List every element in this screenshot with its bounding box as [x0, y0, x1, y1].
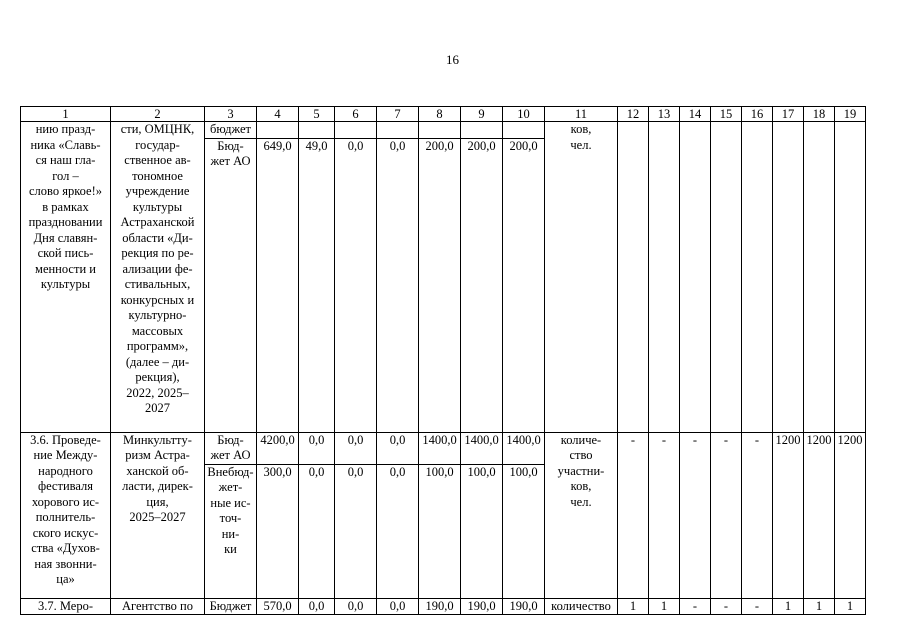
- value-cell: -: [680, 432, 711, 598]
- funding-source-cell: Бюд- жет АО: [205, 432, 257, 464]
- value-cell: 0,0: [377, 138, 419, 432]
- value-cell: 1400,0: [503, 432, 545, 464]
- column-header: 4: [257, 107, 299, 122]
- value-cell: 1: [835, 598, 866, 615]
- table-row: [21, 122, 866, 139]
- value-cell: [711, 122, 742, 433]
- funding-source-cell: Бюд- жет АО: [205, 138, 257, 432]
- value-cell: 100,0: [461, 464, 503, 598]
- value-cell: 0,0: [377, 432, 419, 464]
- indicator-cell: количество: [545, 598, 618, 615]
- column-header: 6: [335, 107, 377, 122]
- value-cell: [299, 122, 335, 139]
- column-header: 2: [111, 107, 205, 122]
- value-cell: -: [649, 432, 680, 598]
- value-cell: 200,0: [503, 138, 545, 432]
- program-table: [20, 106, 866, 615]
- value-cell: 1: [618, 598, 649, 615]
- value-cell: 49,0: [299, 138, 335, 432]
- value-cell: 100,0: [419, 464, 461, 598]
- value-cell: 1400,0: [419, 432, 461, 464]
- executor-cell: сти, ОМЦНК, государ- ственное ав- тономное учреждение культуры Астраханской области «Ди- рекция по ре- ализации фе- стивальных, конкурсных и культурно- массовых программ», (далее – ди- рекция), 2022, 2025– 2027: [111, 122, 205, 433]
- column-header: 11: [545, 107, 618, 122]
- value-cell: -: [618, 432, 649, 598]
- value-cell: 1200: [835, 432, 866, 598]
- value-cell: 300,0: [257, 464, 299, 598]
- value-cell: 649,0: [257, 138, 299, 432]
- column-header: 15: [711, 107, 742, 122]
- column-header: 1: [21, 107, 111, 122]
- column-header: 14: [680, 107, 711, 122]
- value-cell: [804, 122, 835, 433]
- column-header: 9: [461, 107, 503, 122]
- value-cell: [835, 122, 866, 433]
- value-cell: 0,0: [335, 598, 377, 615]
- event-name-cell: 3.6. Проведе- ние Между- народного фестиваля хорового ис- полнитель- ского искус- ства «Духов- ная звонни- ца»: [21, 432, 111, 598]
- value-cell: 0,0: [335, 432, 377, 464]
- funding-source-cell: Бюджет: [205, 598, 257, 615]
- column-header-row: [21, 107, 866, 122]
- event-name-cell: нию празд- ника «Славь- ся наш гла- гол – слово яркое!» в рамках праздновании Дня славян- ской пись- менности и культуры: [21, 122, 111, 433]
- column-header: 10: [503, 107, 545, 122]
- value-cell: 190,0: [461, 598, 503, 615]
- funding-source-cell: Внебюд- жет- ные ис- точ- ни- ки: [205, 464, 257, 598]
- value-cell: [773, 122, 804, 433]
- value-cell: -: [711, 598, 742, 615]
- value-cell: [419, 122, 461, 139]
- value-cell: 570,0: [257, 598, 299, 615]
- column-header: 19: [835, 107, 866, 122]
- value-cell: 1200: [804, 432, 835, 598]
- column-header: 12: [618, 107, 649, 122]
- value-cell: [649, 122, 680, 433]
- column-header: 8: [419, 107, 461, 122]
- value-cell: [461, 122, 503, 139]
- value-cell: 1: [773, 598, 804, 615]
- value-cell: [680, 122, 711, 433]
- table-row: [21, 432, 866, 464]
- value-cell: -: [680, 598, 711, 615]
- value-cell: [742, 122, 773, 433]
- table-row: [21, 598, 866, 615]
- column-header: 3: [205, 107, 257, 122]
- column-header: 17: [773, 107, 804, 122]
- column-header: 18: [804, 107, 835, 122]
- value-cell: 1: [649, 598, 680, 615]
- indicator-cell: ков, чел.: [545, 122, 618, 433]
- column-header: 13: [649, 107, 680, 122]
- value-cell: -: [742, 598, 773, 615]
- value-cell: 0,0: [299, 598, 335, 615]
- executor-cell: Минкульттy- ризм Астра- ханской об- ласти, дирек- ция, 2025–2027: [111, 432, 205, 598]
- page-number: 16: [446, 52, 459, 67]
- value-cell: 0,0: [335, 138, 377, 432]
- value-cell: 0,0: [299, 432, 335, 464]
- value-cell: [618, 122, 649, 433]
- value-cell: 1200: [773, 432, 804, 598]
- value-cell: 200,0: [461, 138, 503, 432]
- column-header: 5: [299, 107, 335, 122]
- column-header: 16: [742, 107, 773, 122]
- value-cell: 200,0: [419, 138, 461, 432]
- value-cell: [377, 122, 419, 139]
- executor-cell: Агентство по: [111, 598, 205, 615]
- indicator-cell: количе- ство участни- ков, чел.: [545, 432, 618, 598]
- value-cell: [503, 122, 545, 139]
- value-cell: 0,0: [299, 464, 335, 598]
- value-cell: 1400,0: [461, 432, 503, 464]
- value-cell: [335, 122, 377, 139]
- column-header: 7: [377, 107, 419, 122]
- event-name-cell: 3.7. Меро-: [21, 598, 111, 615]
- value-cell: 190,0: [419, 598, 461, 615]
- value-cell: 1: [804, 598, 835, 615]
- value-cell: 0,0: [377, 464, 419, 598]
- value-cell: 0,0: [377, 598, 419, 615]
- value-cell: 4200,0: [257, 432, 299, 464]
- value-cell: 100,0: [503, 464, 545, 598]
- value-cell: 190,0: [503, 598, 545, 615]
- value-cell: [257, 122, 299, 139]
- value-cell: -: [742, 432, 773, 598]
- value-cell: 0,0: [335, 464, 377, 598]
- value-cell: -: [711, 432, 742, 598]
- funding-source-cell: бюджет: [205, 122, 257, 139]
